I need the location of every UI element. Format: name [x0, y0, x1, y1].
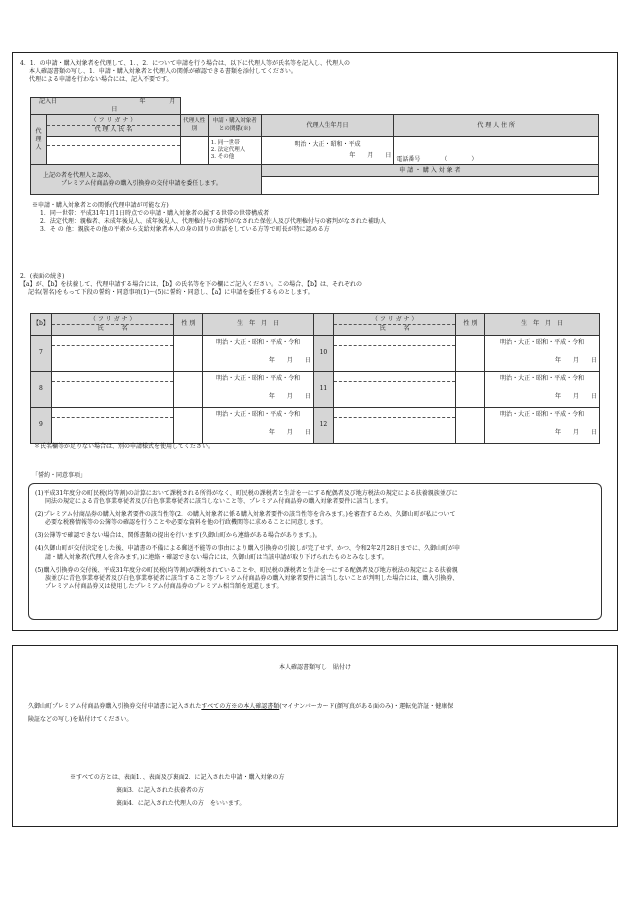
birth-cell[interactable] [485, 408, 600, 444]
relation-note-1: 1．同一世帯：平成31年1月1日時点での申請・購入対象者の属する世帯の世帯構成者 [40, 210, 270, 218]
row-number-right: 10 [313, 336, 333, 372]
name-header-right [333, 314, 456, 336]
gender-header-right: 性 別 [456, 314, 485, 336]
sec4-intro [20, 60, 610, 84]
birth-cell[interactable] [203, 336, 314, 372]
agent-name-label: 代 理 人 氏 名 [94, 126, 133, 134]
dependents-table [30, 313, 600, 444]
entry-date-day: 日 [111, 106, 118, 114]
gender-cell[interactable] [174, 336, 203, 372]
entry-date-month: 月 [169, 98, 176, 105]
pledge-item-2 [35, 511, 595, 527]
agent-name-header [46, 115, 180, 137]
paste-title: 本人確認書類写し 貼付け [278, 664, 351, 671]
agent-birth-era: 明治・大正・昭和・平成 [294, 141, 361, 149]
birth-era: 明治・大正・昭和・平成・令和 [500, 375, 585, 382]
name-cell[interactable] [51, 336, 174, 372]
delegation-line1: 上記の者を代理人と認め、 [43, 171, 115, 179]
pledge-5-line2: 族並びに青色事業専従者及び白色事業専従者に該当すること等プレミアム付商品券の購入対象者要件に該当しないことが判明した場合には、購入引換券、 [45, 574, 459, 582]
paste-line1-post: (マイナンバーカード(顔写真がある面のみ)・運転免許証・健康保 [279, 703, 454, 710]
relation-option-2[interactable]: 2. 法定代理人 [210, 147, 246, 154]
birth-ymd: 年 月 日 [554, 429, 597, 437]
pledge-5-line1: (5)購入引換券の交付後、平成31年度分の町民税(均等割)が課税されていることや、町民税の課税者と生計を一にする配偶者及び地方税法の規定による扶養親 [35, 566, 458, 574]
name-label-left: 氏 名 [97, 325, 128, 332]
relation-option-1[interactable]: 1. 同一世帯 [210, 140, 240, 147]
b-label-left: 【b】 [31, 314, 52, 336]
sec2-intro [20, 273, 610, 297]
delegation-line2: プレミアム付商品券の購入引換券の交付申請を委任します。 [61, 179, 222, 187]
pledge-1-line2: 同法の規定による青色事業専従者及び白色事業専従者に該当しないこと等、プレミアム付商品券の購入対象者要件に該当します。 [45, 498, 392, 506]
table-row [31, 336, 600, 372]
agent-furigana-label: （ フ リ ガ ナ ） [47, 117, 180, 126]
sec2-title: 2．(表面の続き) [20, 273, 65, 280]
entry-date-label: 記入日 [39, 98, 58, 105]
birth-era: 明治・大正・昭和・平成・令和 [216, 411, 301, 418]
pledge-item-3 [35, 532, 595, 540]
relation-header: 申請・購入対象者との関係(※) [208, 115, 261, 137]
paste-instructions [28, 703, 608, 724]
agent-birth-header: 代理人生年月日 [261, 115, 394, 137]
pledge-item-1 [35, 490, 595, 506]
birth-era: 明治・大正・昭和・平成・令和 [216, 339, 301, 346]
row-number-left: 8 [31, 372, 52, 408]
pledge-5-line3: プレミアム付商品券又は使用したプレミアム付商品券のプレミアム相当額を返還します。 [45, 582, 283, 590]
pledge-2-line2: 必要な税務情報等の公簿等の確認を行うことや必要な資料を他の行政機関等に求めることに同意します。 [45, 519, 327, 527]
relation-option-3[interactable]: 3. その他 [210, 154, 235, 161]
agent-label: 代理人 [31, 115, 47, 165]
pledge-item-5 [35, 567, 595, 591]
dependents-footnote: ＊氏名欄等が足りない場合は、別の申請様式を使用してください。 [34, 443, 215, 450]
gender-cell[interactable] [174, 372, 203, 408]
b-label-right [313, 314, 333, 336]
relation-note-3: 3．そ の 他：親族その他の平素から支給対象者本人の身の回りの世話をしている方等で町長が特に認める方 [40, 226, 330, 234]
furigana-header-left: （ フ リ ガ ナ ） [52, 316, 174, 325]
paste-note-2: 裏面3．に記入された扶養者の方 [116, 787, 204, 795]
paste-line1-underlined: すべての方※の本人確認書類 [201, 703, 280, 710]
birth-header-right: 生 年 月 日 [485, 314, 600, 336]
agent-gender-cell[interactable] [180, 137, 208, 165]
birth-era: 明治・大正・昭和・平成・令和 [216, 375, 301, 382]
row-number-right: 11 [313, 372, 333, 408]
relation-options[interactable] [208, 137, 261, 165]
entry-date-row [31, 98, 181, 115]
birth-ymd: 年 月 日 [268, 357, 311, 365]
pledge-title: 「誓約・同意事項」 [32, 472, 87, 479]
entry-date-blank [180, 98, 598, 115]
agent-address-header: 代 理 人 住 所 [394, 115, 599, 137]
furigana-header-right: （ フ リ ガ ナ ） [334, 316, 456, 325]
paste-line1 [28, 703, 608, 711]
applicant-cell[interactable] [261, 177, 598, 195]
pledge-box [28, 483, 602, 620]
paste-note-3: 裏面4．に記入された代理人の方 をいいます。 [116, 800, 246, 808]
delegation-statement [31, 165, 262, 195]
name-cell[interactable] [51, 372, 174, 408]
sec4-intro-line1: 4．1．の申請・購入対象者を代理して、1．、2．について申請を行う場合は、以下に代理人等が氏名等を記入し、代理人の [20, 60, 351, 67]
name-cell[interactable] [333, 408, 456, 444]
birth-era: 明治・大正・昭和・平成・令和 [500, 339, 585, 346]
sec2-intro-line2: 記名(署名)をもって下段の誓約・同意事項(1)～(5)に誓約・同意し、【a】に申請を委任するものとします。 [28, 289, 314, 297]
table-row [31, 372, 600, 408]
birth-header-left: 生 年 月 日 [203, 314, 314, 336]
birth-cell[interactable] [485, 372, 600, 408]
relation-notes [32, 202, 602, 234]
sec2-intro-line1: 【a】が、【b】を扶養して、代理申請する場合には、【b】の氏名等を下の欄にご記入ください。この場合、【b】は、それぞれの [20, 281, 362, 289]
name-cell[interactable] [51, 408, 174, 444]
agent-phone: 電話番号 （ ） [396, 156, 478, 164]
row-number-left: 7 [31, 336, 52, 372]
paste-notes [70, 771, 590, 811]
entry-date-year: 年 [139, 98, 146, 105]
sec4-intro-line2: 本人確認書類の写し、1．申請・購入対象者と代理人の関係が確認できる書類を添付してください。 [29, 68, 297, 76]
row-number-left: 9 [31, 408, 52, 444]
agent-name-cell[interactable] [46, 137, 180, 165]
agent-birth-ymd: 年 月 日 [349, 152, 392, 160]
pledge-4-line1: (4)久御山町が交付決定をした後、申請書の不備による郵送不能等の事由により購入引換券の引渡しが完了せず、かつ、令和2年2月28日までに、久御山町が申 [35, 545, 461, 553]
paste-line2: 険証などの写し)を貼付けてください。 [28, 716, 133, 724]
name-cell[interactable] [333, 336, 456, 372]
gender-cell[interactable] [456, 408, 485, 444]
row-number-right: 12 [313, 408, 333, 444]
agent-address-cell[interactable] [394, 137, 599, 165]
name-header-left [51, 314, 174, 336]
pledge-item-4 [35, 545, 595, 561]
agent-gender-header: 代理人性別 [180, 115, 208, 137]
relation-note-2: 2．法定代理：親権者、未成年後見人、成年後見人、代理権付与の審判がなされた保佐人及び代理権付与の審判がなされた補助人 [40, 218, 386, 226]
birth-ymd: 年 月 日 [268, 393, 311, 401]
birth-cell[interactable] [485, 336, 600, 372]
birth-ymd: 年 月 日 [268, 429, 311, 437]
pledge-2-line1: (2)プレミアム付商品券の購入対象者要件の該当性等(2．の購入対象者に係る購入対象者要件の該当性等を含みます。)を審査するため、久御山町が私について [35, 511, 456, 519]
birth-ymd: 年 月 日 [554, 357, 597, 365]
birth-cell[interactable] [203, 408, 314, 444]
paste-note-1: ※すべての方とは、表面1．、表面及び裏面2．に記入された申請・購入対象の方 [70, 774, 285, 781]
birth-era: 明治・大正・昭和・平成・令和 [500, 411, 585, 418]
gender-header-left: 性 別 [174, 314, 203, 336]
name-cell[interactable] [333, 372, 456, 408]
agent-table [30, 97, 599, 195]
applicant-header: 申 請 ・ 購 入 対 象 者 [261, 165, 598, 177]
table-row [31, 408, 600, 444]
pledge-4-line2: 請・購入対象者(代理人を含みます。)に連絡・確認できない場合には、久御山町は当該申請が取り下げられたものとみなします。 [45, 553, 388, 561]
birth-ymd: 年 月 日 [554, 393, 597, 401]
pledge-3-line1: (3)公簿等で確認できない場合は、関係書類の提出を行います(久御山町から連絡がある場合があります。)。 [35, 532, 321, 540]
pledge-1-line1: (1)平成31年度分の町民税(均等割)の計算において課税される所得がなく、町民税の課税者と生計を一にする配偶者及び地方税法の規定による扶養親族並びに [35, 490, 458, 497]
gender-cell[interactable] [456, 336, 485, 372]
agent-birth-cell[interactable] [261, 137, 394, 165]
paste-line1-pre: 久御山町プレミアム付商品券購入引換券交付申請書に記入された [28, 703, 202, 710]
gender-cell[interactable] [456, 372, 485, 408]
relation-note-title: ※申請・購入対象者との関係(代理申請が可能な方) [32, 202, 169, 209]
gender-cell[interactable] [174, 408, 203, 444]
name-label-right: 氏 名 [379, 325, 410, 332]
sec4-intro-line3: 代理による申請を行わない場合には、記入不要です。 [29, 76, 173, 84]
birth-cell[interactable] [203, 372, 314, 408]
